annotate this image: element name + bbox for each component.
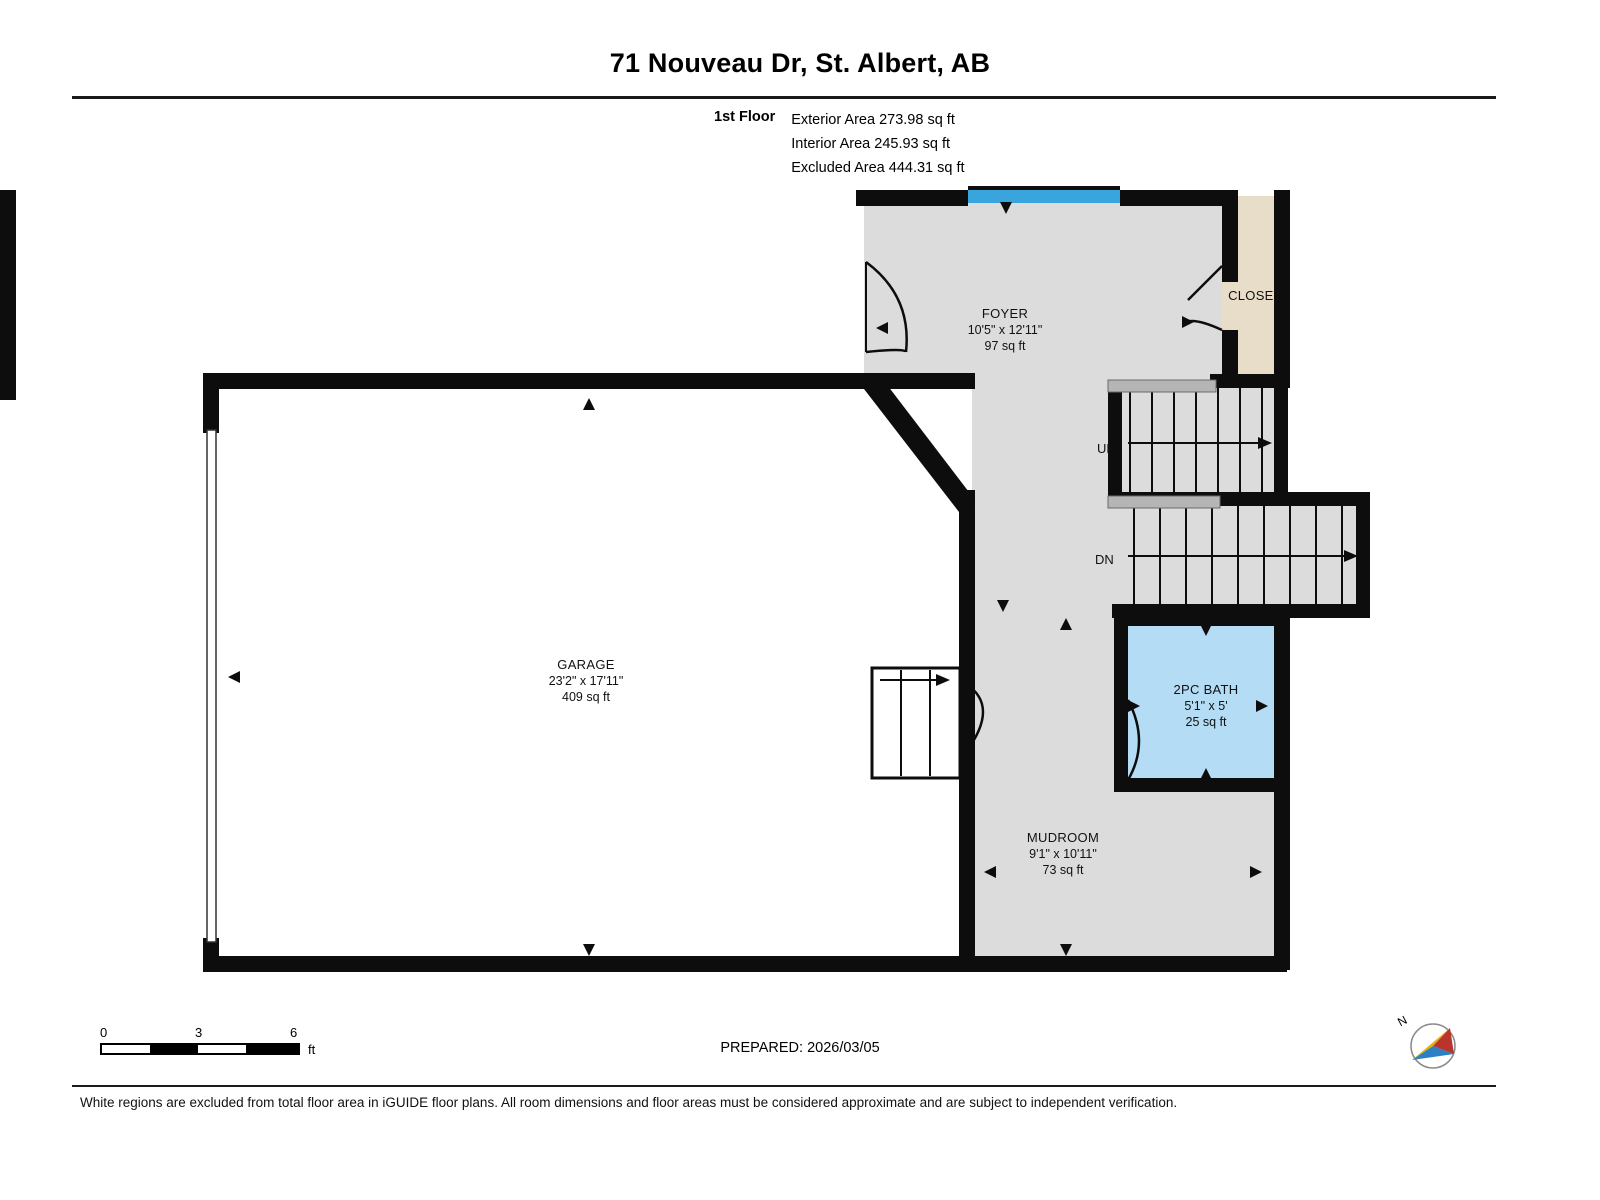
stairs-up-label: UP <box>1097 441 1116 456</box>
room-dimensions: 5'1" x 5' <box>1184 699 1228 713</box>
wall-garage-left-top <box>203 373 219 433</box>
floor-label: 1st Floor <box>714 109 776 125</box>
room-area: 73 sq ft <box>1042 863 1084 877</box>
room-area: 97 sq ft <box>984 339 1026 353</box>
prepared-date: PREPARED: 2026/03/05 <box>720 1040 880 1056</box>
disclaimer-text: White regions are excluded from total floor area in iGUIDE floor plans. All room dimensions and floor areas must be considered approximate and are subject to independent verification. <box>80 1095 1178 1110</box>
stair-landing-fill <box>1286 492 1368 612</box>
interior-area: Interior Area 245.93 sq ft <box>791 136 951 152</box>
window-foyer <box>968 189 1120 203</box>
scale-ticks <box>100 1025 300 1041</box>
scale-unit: ft <box>308 1042 316 1057</box>
room-name: GARAGE <box>557 657 615 672</box>
wall-garage-top <box>203 373 975 389</box>
wall-foyer-left <box>0 190 16 400</box>
scale-tick-2: 6 <box>290 1025 298 1040</box>
room-dimensions: 9'1" x 10'11" <box>1029 847 1097 861</box>
room-name: CLOSET <box>1228 288 1282 303</box>
room-label-garage <box>486 657 686 705</box>
garage-door <box>207 430 216 942</box>
excluded-area: Excluded Area 444.31 sq ft <box>791 160 965 176</box>
stair-dn-nosing <box>1108 496 1220 508</box>
wall-right-lower <box>1274 790 1290 970</box>
compass-north-label: N <box>1395 1012 1410 1030</box>
room-label-bath <box>1126 682 1286 730</box>
scale-tick-1: 3 <box>195 1025 203 1040</box>
room-name: FOYER <box>981 306 1029 321</box>
interior-step-block <box>872 668 960 778</box>
exterior-area: Exterior Area 273.98 sq ft <box>791 112 955 128</box>
wall-foyer-top-right <box>1120 190 1222 206</box>
wall-foyer-top-left <box>856 190 968 206</box>
wall-stair-right <box>1274 384 1288 496</box>
wall-bath-bottom <box>1114 778 1290 792</box>
stairs-dn-label: DN <box>1095 552 1114 567</box>
room-dimensions: 23'2" x 17'11" <box>548 674 624 688</box>
page-title: 71 Nouveau Dr, St. Albert, AB <box>609 48 991 78</box>
room-name: MUDROOM <box>1026 830 1100 845</box>
room-name: 2PC BATH <box>1173 682 1239 697</box>
room-area: 25 sq ft <box>1185 715 1227 729</box>
footer-divider <box>72 1085 1496 1087</box>
wall-closet-left-top <box>1222 190 1238 282</box>
room-area: 409 sq ft <box>562 690 610 704</box>
room-label-closet <box>1205 288 1305 304</box>
wall-landing-right <box>1356 492 1370 614</box>
wall-bottom <box>203 956 1287 972</box>
window-frame-top <box>968 186 1120 190</box>
room-label-mudroom <box>963 830 1163 878</box>
scale-tick-0: 0 <box>100 1025 108 1040</box>
room-label-foyer <box>905 306 1105 354</box>
wall-bath-top <box>1114 612 1286 626</box>
stair-up-nosing <box>1108 380 1216 392</box>
room-dimensions: 10'5" x 12'11" <box>967 323 1043 337</box>
